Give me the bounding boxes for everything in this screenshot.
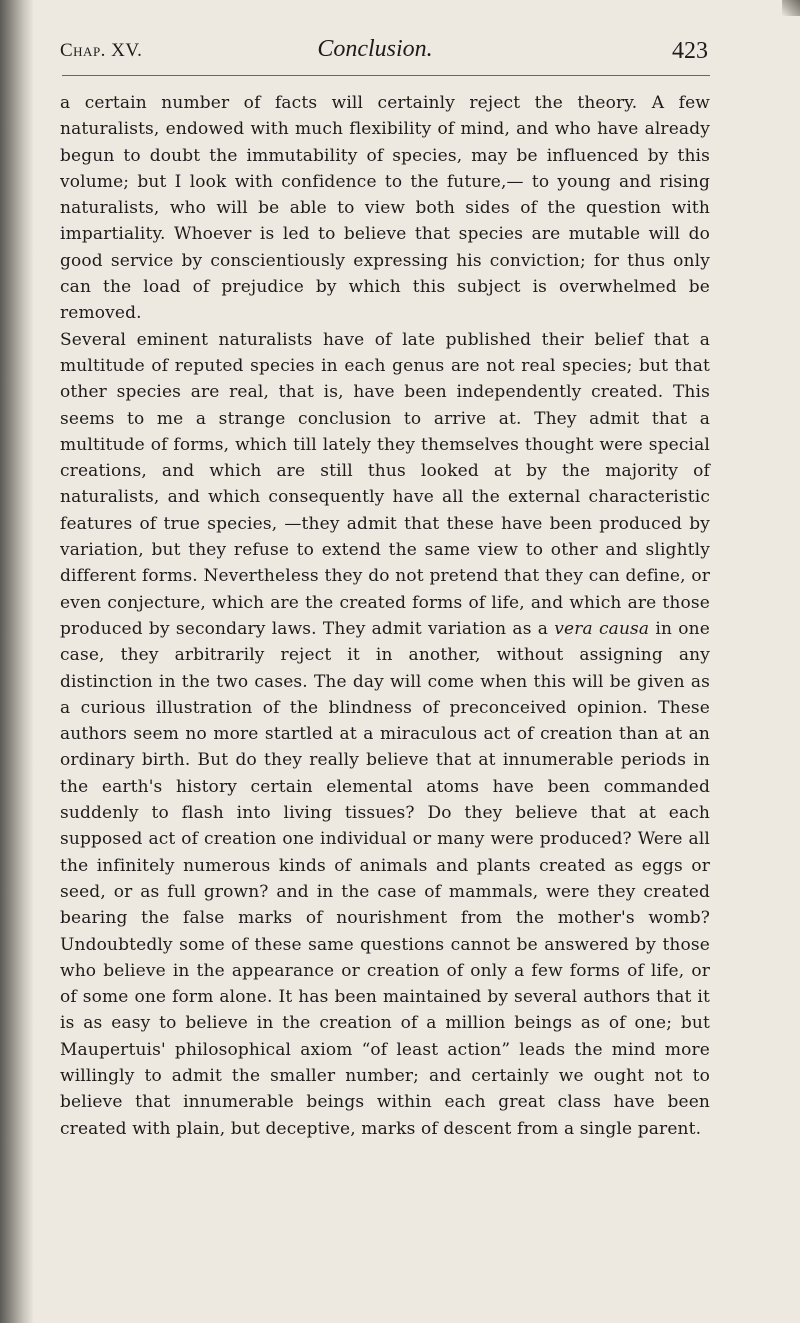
binding-shadow (0, 0, 34, 1323)
latin-phrase: vera causa (554, 618, 650, 639)
paragraph-2-part-1: Several eminent naturalists have of late published their belief that a multitude of reputed species in each genus are not real species; but that other species are real, that is, have been independently created. This seems to me a strange conclusion to arrive at. They admit that a multitude of forms, which till lately they themselves thought were special creations, and which are still thus looked at by the majority of naturalists, and which consequently have all the external characteristic features of true species, —they admit that these have been produced by variation, but they refuse to extend the same view to other and slightly different forms. Nevertheless they do not pretend that they can define, or even conjecture, which are the created forms of life, and which are those produced by secondary laws. They admit variation as a (60, 329, 710, 639)
book-page (60, 30, 710, 1142)
page-corner-fold (782, 0, 800, 16)
paragraph-2-part-2: in one case, they arbitrarily reject it in another, without assigning any distinction in the two cases. The day will come when this will be given as a curious illustration of the blindness of preconceived opinion. These authors seem no more startled at a miraculous act of creation than at an ordinary birth. But do they really believe that at innumerable periods in the earth's history certain elemental atoms have been commanded suddenly to flash into living tissues? Do they believe that at each supposed act of creation one individual or many were produced? Were all the infinitely numerous kinds of animals and plants created as eggs or seed, or as full grown? and in the case of mammals, were they created bearing the false marks of nourishment from the mother's womb? Undoubtedly some of these same questions cannot be answered by those who believe in the appearance or creation of only a few forms of life, or of some one form alone. It has been maintained by several authors that it is as easy to believe in the creation of a million beings as of one; but Maupertuis' philosophical axiom “of least action” leads the mind more willingly to admit the smaller number; and certainly we ought not to believe that innumerable beings within each great class have been created with plain, but deceptive, marks of descent from a single parent. (60, 618, 710, 1139)
paragraph-1: a certain number of facts will certainly reject the theory. A few naturalists, endowed with much flexibility of mind, and who have already begun to doubt the immutability of species, may be influenced by this volume; but I look with confidence to the future,— to young and rising naturalists, who will be able to view both sides of the question with impartiality. Whoever is led to believe that species are mutable will do good service by conscientiously expressing his conviction; for thus only can the load of prejudice by which this subject is overwhelmed be removed. (60, 93, 710, 324)
running-head (60, 30, 710, 70)
header-rule (62, 75, 710, 76)
chapter-label: Chap. XV. (60, 40, 143, 61)
page-title: Conclusion. (317, 36, 433, 62)
paragraph-2 (60, 327, 710, 1142)
body-text (60, 90, 710, 1142)
page-number: 423 (672, 38, 708, 64)
